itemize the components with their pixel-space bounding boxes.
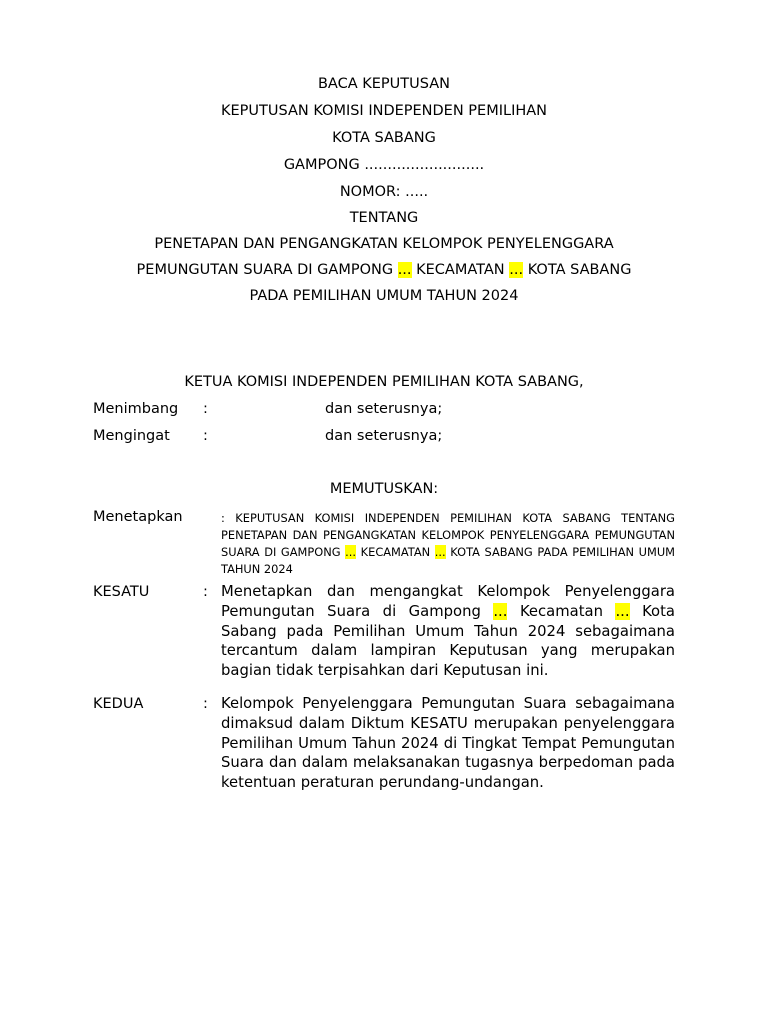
ketua-heading: KETUA KOMISI INDEPENDEN PEMILIHAN KOTA SABANG, bbox=[184, 374, 584, 390]
menetapkan-text bbox=[221, 510, 675, 578]
menimbang-colon: : bbox=[203, 401, 208, 417]
header-baca-keputusan: BACA KEPUTUSAN bbox=[317, 76, 450, 92]
header-pemilihan-umum: PADA PEMILIHAN UMUM TAHUN 2024 bbox=[249, 288, 519, 304]
highlight-placeholder: ... bbox=[397, 262, 412, 278]
kesatu-label: KESATU bbox=[93, 584, 150, 600]
kedua-label: KEDUA bbox=[93, 696, 144, 712]
header-pemungutan bbox=[0, 261, 768, 279]
header-penetapan: PENETAPAN DAN PENGANGKATAN KELOMPOK PENYELENGGARA bbox=[154, 236, 614, 252]
menimbang-text: dan seterusnya; bbox=[325, 401, 443, 417]
menetapkan-colon: : bbox=[221, 511, 225, 525]
highlight-placeholder: ... bbox=[493, 602, 508, 620]
header-gampong: GAMPONG .......................... bbox=[283, 157, 485, 173]
menetapkan-text-e: KOTA SABANG PADA PEMILIHAN UMUM TAHUN 2024 bbox=[221, 545, 675, 576]
kesatu-text bbox=[221, 582, 675, 681]
header-nomor: NOMOR: ..... bbox=[339, 184, 429, 200]
mengingat-colon: : bbox=[203, 428, 208, 444]
header-pemungutan-a: PEMUNGUTAN SUARA DI GAMPONG bbox=[136, 262, 398, 278]
memutuskan-heading: MEMUTUSKAN: bbox=[329, 481, 439, 497]
kesatu-text-c: Kecamatan bbox=[507, 602, 616, 620]
menetapkan-text-a: KEPUTUSAN KOMISI INDEPENDEN PEMILIHAN KOTA SABANG TENTANG PENETAPAN DAN PENGANGKATAN KELOMPOK PENYELENGGARA PEMUNGUTAN SUARA DI GAMPONG bbox=[221, 511, 676, 559]
highlight-placeholder: ... bbox=[509, 262, 524, 278]
header-kota: KOTA SABANG bbox=[332, 130, 436, 146]
kedua-text: Kelompok Penyelenggara Pemungutan Suara sebagaimana dimaksud dalam Diktum KESATU merupakan penyelenggara Pemilihan Umum Tahun 2024 di Tingkat Tempat Pemungutan Suara dan dalam melaksanakan tugasnya berpedoman pada ketentuan peraturan perundang-undangan. bbox=[221, 695, 675, 792]
highlight-placeholder: ... bbox=[434, 545, 446, 559]
kedua-colon: : bbox=[203, 696, 208, 712]
header-keputusan-title: KEPUTUSAN KOMISI INDEPENDEN PEMILIHAN bbox=[220, 103, 548, 119]
highlight-placeholder: ... bbox=[345, 545, 357, 559]
menimbang-label: Menimbang bbox=[93, 401, 179, 417]
kesatu-colon: : bbox=[203, 584, 208, 600]
menetapkan-text-c: KECAMATAN bbox=[356, 545, 435, 559]
menetapkan-label: Menetapkan bbox=[93, 509, 183, 525]
mengingat-label: Mengingat bbox=[93, 428, 170, 444]
kesatu-text-e: Kota Sabang pada Pemilihan Umum Tahun 2024 sebagaimana tercantum dalam lampiran Keputusan yang merupakan bagian tidak terpisahkan dari Keputusan ini. bbox=[221, 602, 675, 680]
header-tentang: TENTANG bbox=[349, 210, 419, 226]
kesatu-text-a: Menetapkan dan mengangkat Kelompok Penyelenggara Pemungutan Suara di Gampong bbox=[221, 583, 675, 620]
header-pemungutan-c: KECAMATAN bbox=[411, 262, 510, 278]
header-pemungutan-e: KOTA SABANG bbox=[523, 262, 632, 278]
mengingat-text: dan seterusnya; bbox=[325, 428, 443, 444]
highlight-placeholder: ... bbox=[615, 602, 630, 620]
